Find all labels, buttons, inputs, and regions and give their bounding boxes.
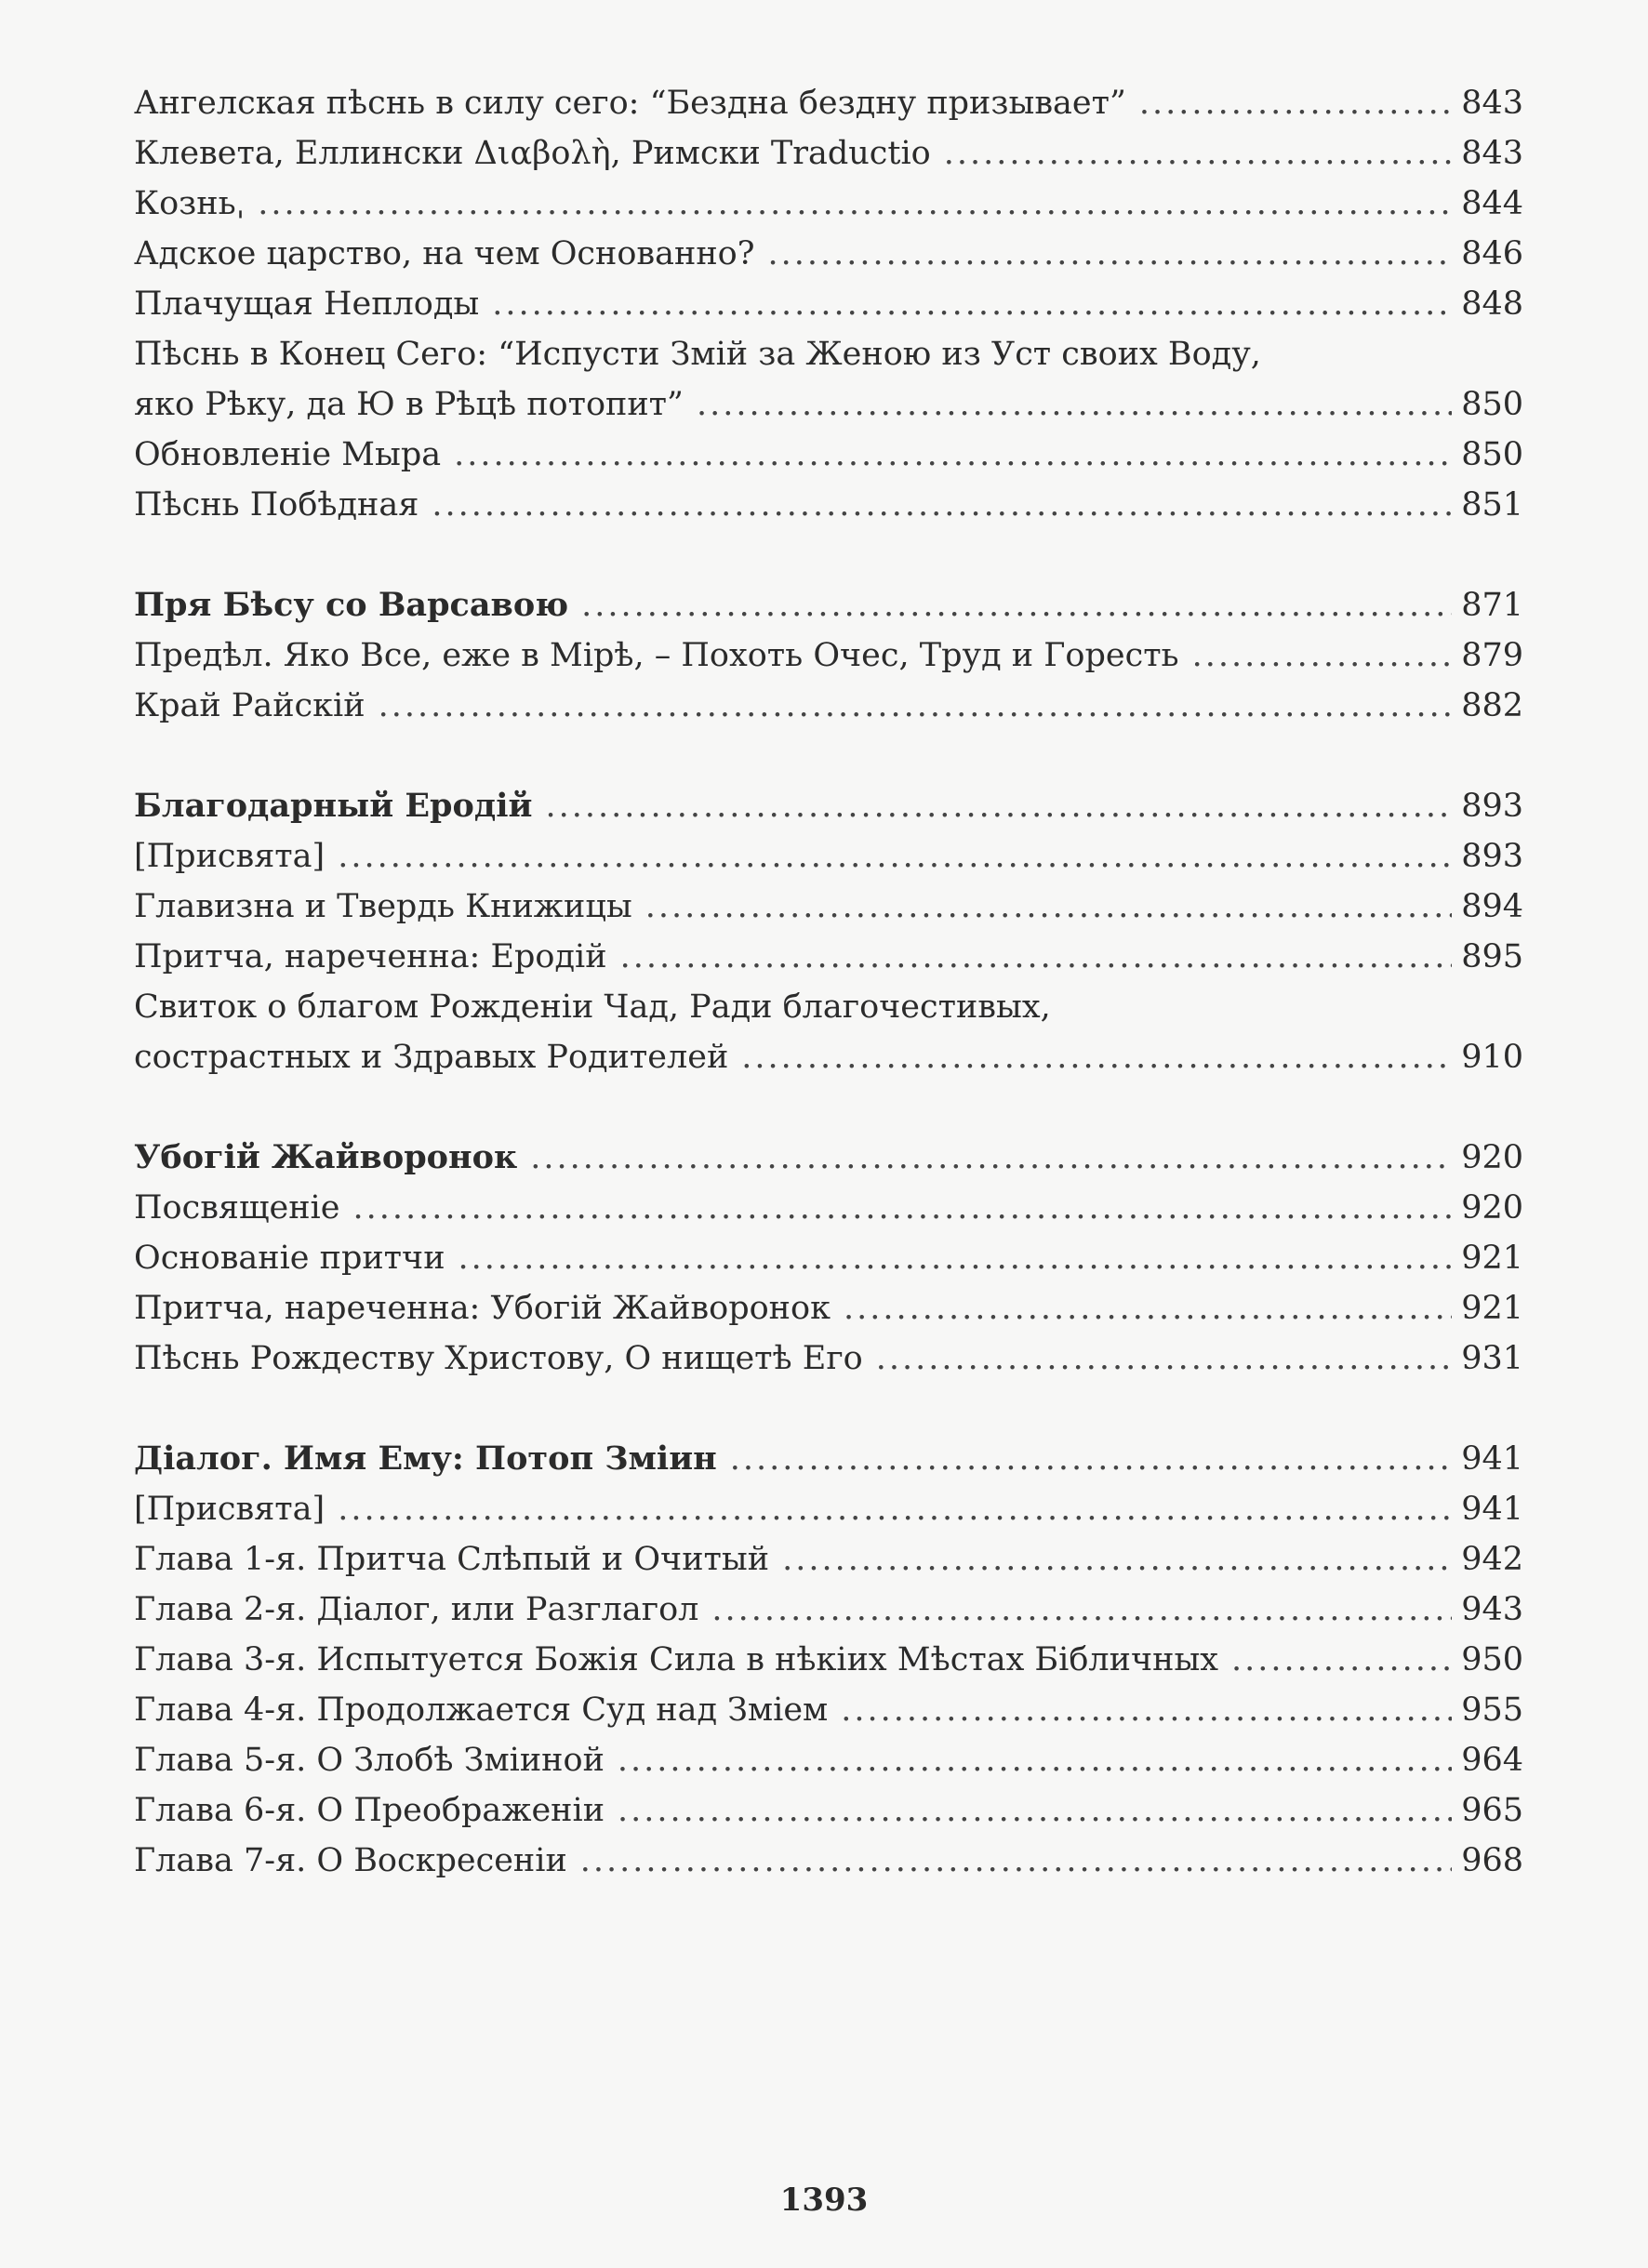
toc-entry [134,379,1523,430]
dot-leader [782,1534,1452,1585]
toc-entry-page: 843 [1461,135,1523,172]
toc-entry-title: Притча, нареченна: Еродій [134,938,607,975]
dot-leader [545,781,1452,831]
toc-entry-title: Пря Бѣсу со Варсавою [134,586,569,624]
dot-leader [730,1434,1452,1484]
dot-leader [697,379,1452,430]
toc-entry-page: 920 [1461,1189,1523,1227]
toc-entry-page: 882 [1461,687,1523,724]
dot-leader [741,1032,1452,1082]
toc-entry [134,1333,1523,1384]
toc-entry-title: Предѣл. Яко Все, еже в Мірѣ, – Похоть Очес, Труд и Горесть [134,637,1179,674]
dot-leader [841,1685,1452,1735]
toc-entry-title: яко Рѣку, да Ю в Рѣцѣ потопит” [134,386,684,423]
toc-entry-page: 893 [1461,788,1523,825]
section-gap [134,1384,1523,1434]
toc-entry [134,1685,1523,1735]
table-of-contents [134,78,1523,1886]
toc-entry-page: 851 [1461,486,1523,524]
dot-leader [645,882,1452,932]
toc-entry-title: Глава 5-я. О Злобѣ Зміиной [134,1742,605,1779]
dot-leader [876,1333,1452,1384]
toc-entry [134,1283,1523,1333]
dot-leader [618,1785,1452,1836]
toc-entry [134,78,1523,128]
toc-entry [134,1032,1523,1082]
dot-leader [338,1484,1452,1534]
toc-entry-title: [Присвята] [134,1491,326,1528]
toc-entry [134,1836,1523,1886]
dot-leader [492,279,1452,329]
dot-leader [844,1283,1452,1333]
toc-entry-page: 965 [1461,1792,1523,1829]
toc-entry-title: Посвященіе [134,1189,340,1227]
toc-entry-title: Козньˌ [134,185,246,222]
dot-leader [1192,630,1453,681]
toc-entry-title: Глава 6-я. О Преображеніи [134,1792,605,1829]
toc-entry-title: Главизна и Твердь Книжицы [134,888,632,925]
dot-leader [530,1133,1452,1183]
dot-leader [1139,78,1452,128]
toc-entry-title: сострастных и Здравых Родителей [134,1039,729,1076]
toc-entry-title-line: Свиток о благом Рожденіи Чад, Ради благочестивых, [134,988,1051,1026]
toc-entry-title: Адское царство, на чем Основанно? [134,235,755,272]
toc-entry [134,279,1523,329]
toc-entry-page: 850 [1461,386,1523,423]
toc-entry-title: Плачущая Неплоды [134,285,480,323]
toc-entry [134,1785,1523,1836]
toc-entry-page: 968 [1461,1842,1523,1879]
dot-leader [1231,1635,1452,1685]
section-gap [134,1082,1523,1133]
toc-entry [134,831,1523,882]
toc-entry-title: Притча, нареченна: Убогій Жайворонок [134,1290,831,1327]
dot-leader [352,1183,1452,1233]
toc-entry [134,1183,1523,1233]
toc-entry-page: 879 [1461,637,1523,674]
dot-leader [620,932,1453,982]
dot-leader [580,1836,1452,1886]
dot-leader [338,831,1452,882]
toc-entry [134,1233,1523,1283]
toc-entry-page: 848 [1461,285,1523,323]
toc-entry-page: 844 [1461,185,1523,222]
toc-entry-title-line: Пѣснь в Конец Сего: “Испусти Змій за Женою из Уст своих Воду, [134,336,1261,373]
toc-entry-page: 955 [1461,1691,1523,1729]
toc-entry-page: 894 [1461,888,1523,925]
toc-entry-title: Пѣснь Рождеству Христову, О нищетѣ Его [134,1340,863,1377]
dot-leader [432,480,1452,530]
toc-section-heading [134,1434,1523,1484]
toc-section-heading [134,781,1523,831]
toc-entry-title: Пѣснь Побѣдная [134,486,419,524]
toc-entry-title: Край Райскій [134,687,365,724]
dot-leader [581,580,1452,630]
toc-entry-title: Діалог. Имя Ему: Потоп Зміин [134,1439,717,1478]
toc-entry [134,1585,1523,1635]
dot-leader [711,1585,1452,1635]
toc-entry-title: Глава 3-я. Испытуется Божія Сила в нѣкіих Мѣстах Бібличных [134,1641,1219,1678]
toc-entry-page: 895 [1461,938,1523,975]
dot-leader [618,1735,1452,1785]
toc-entry-title: Глава 4-я. Продолжается Суд над Зміем [134,1691,829,1729]
toc-entry [134,480,1523,530]
toc-entry-page: 931 [1461,1340,1523,1377]
toc-entry [134,882,1523,932]
toc-entry-title: Благодарный Еродій [134,787,533,825]
toc-section-heading [134,580,1523,630]
toc-entry-title: Обновленіе Мыра [134,436,442,473]
toc-entry-page: 950 [1461,1641,1523,1678]
toc-entry-page: 893 [1461,838,1523,875]
section-gap [134,731,1523,781]
toc-entry-page: 921 [1461,1290,1523,1327]
toc-entry-page: 920 [1461,1139,1523,1176]
toc-entry-title: Глава 7-я. О Воскресеніи [134,1842,567,1879]
toc-entry [134,229,1523,279]
toc-entry-title: [Присвята] [134,838,326,875]
toc-entry-page: 843 [1461,85,1523,122]
dot-leader [454,430,1452,480]
toc-entry-page: 942 [1461,1541,1523,1578]
toc-entry-page: 964 [1461,1742,1523,1779]
toc-entry-page: 871 [1461,587,1523,624]
toc-section-heading [134,1133,1523,1183]
toc-entry-page: 941 [1461,1491,1523,1528]
toc-entry-title: Глава 2-я. Діалог, или Разглагол [134,1591,699,1628]
toc-entry [134,430,1523,480]
dot-leader [379,681,1453,731]
toc-entry-page: 943 [1461,1591,1523,1628]
toc-entry-page: 846 [1461,235,1523,272]
dot-leader [258,179,1452,229]
dot-leader [944,128,1452,179]
toc-entry [134,932,1523,982]
toc-entry [134,681,1523,731]
toc-entry-page: 941 [1461,1440,1523,1478]
toc-entry [134,1534,1523,1585]
toc-entry-page: 910 [1461,1039,1523,1076]
section-gap [134,530,1523,580]
toc-entry [134,179,1523,229]
toc-entry-page: 921 [1461,1240,1523,1277]
toc-entry [134,1484,1523,1534]
toc-entry-title: Основаніе притчи [134,1240,445,1277]
toc-entry [134,128,1523,179]
toc-entry [134,1635,1523,1685]
toc-entry-title: Убогій Жайворонок [134,1138,518,1176]
dot-leader [459,1233,1453,1283]
page-number: 1393 [779,2182,869,2219]
toc-entry-title: Ангелская пѣснь в силу сего: “Бездна бездну призывает” [134,85,1126,122]
dot-leader [768,229,1453,279]
toc-entry-title: Клевета, Еллински Διαβολὴ, Римски Traductio [134,135,931,172]
toc-entry-title: Глава 1-я. Притча Слѣпый и Очитый [134,1541,770,1578]
toc-entry-page: 850 [1461,436,1523,473]
toc-entry [134,630,1523,681]
toc-entry [134,1735,1523,1785]
